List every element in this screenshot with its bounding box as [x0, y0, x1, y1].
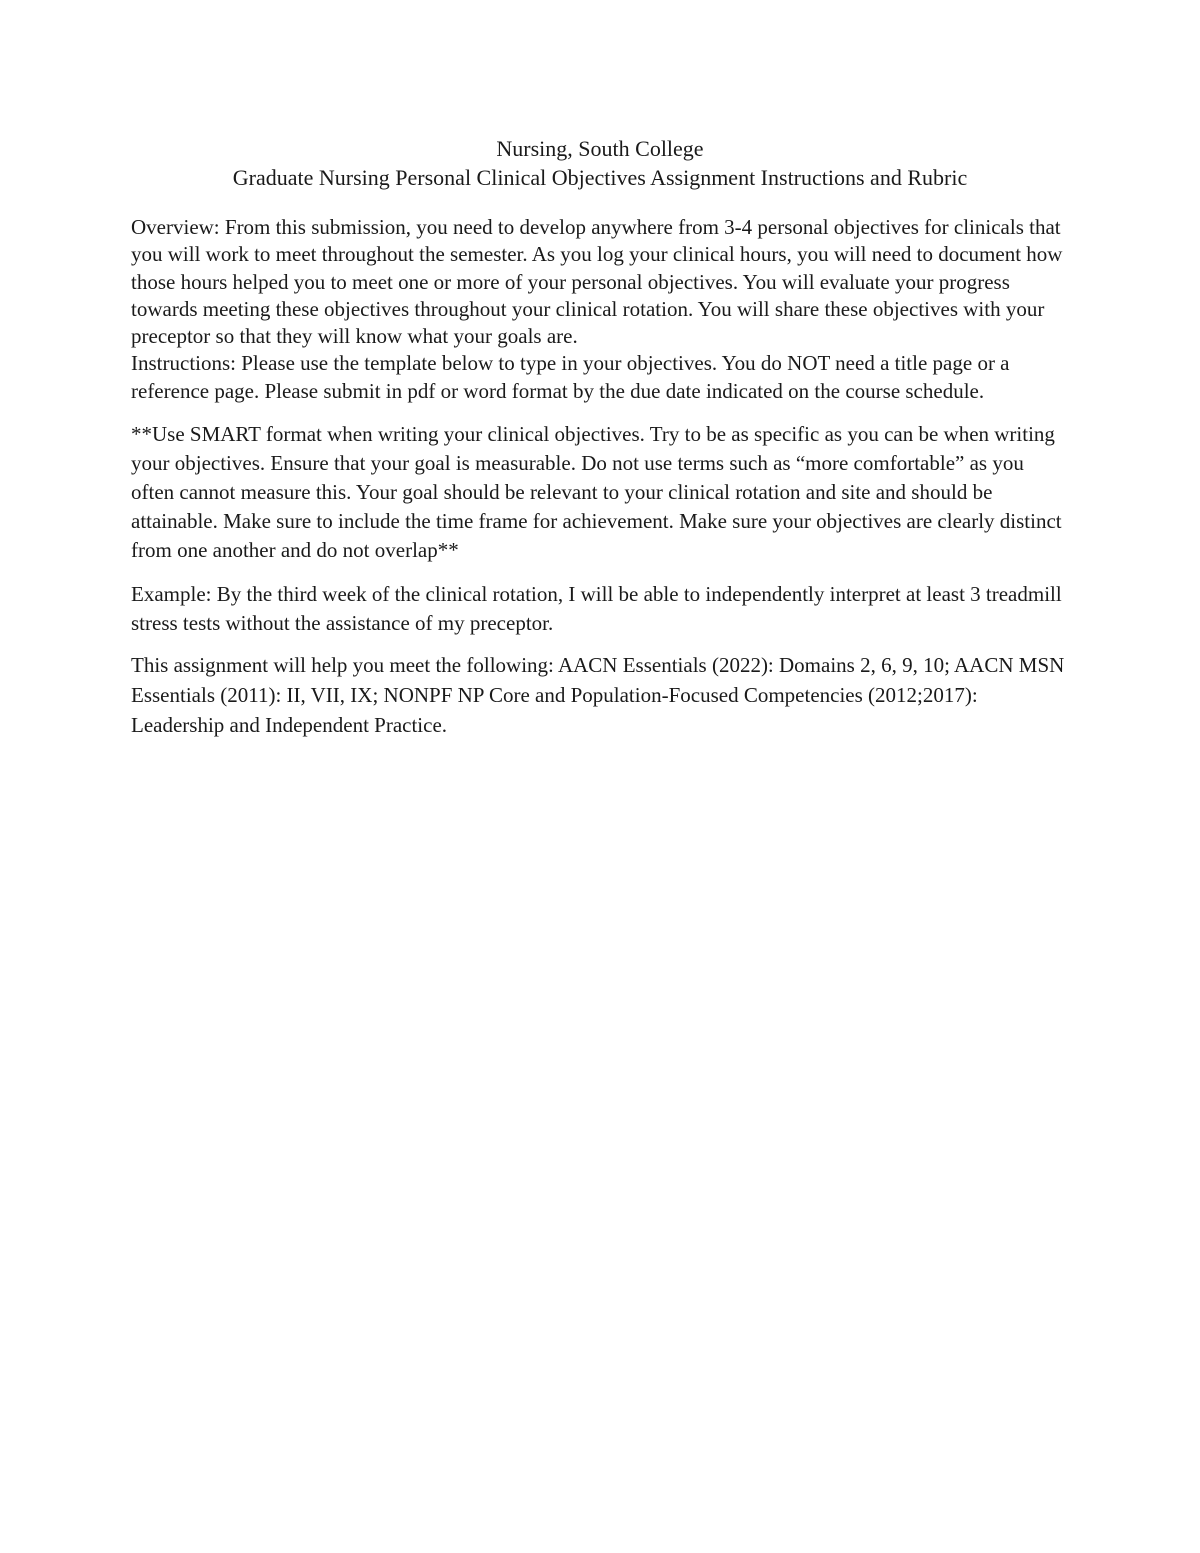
- competencies-paragraph: This assignment will help you meet the following: AACN Essentials (2022): Domains 2, 6, 9, 10; AACN MSN Essentials (2011): II, VII, IX; NONPF NP Core and Population-Focused Competencies (2012;2017): Leadership and Independent Practice.: [131, 653, 1065, 738]
- instructions-paragraph: Instructions: Please use the template below to type in your objectives. You do NOT need a title page or a reference page. Please submit in pdf or word format by the due date indicated on the course schedule.: [131, 351, 1010, 403]
- example-paragraph: Example: By the third week of the clinical rotation, I will be able to independently interpret at least 3 treadmill stress tests without the assistance of my preceptor.: [131, 582, 1062, 636]
- document-header: [131, 134, 1069, 192]
- smart-format-paragraph: **Use SMART format when writing your clinical objectives. Try to be as specific as you can be when writing your objectives. Ensure that your goal is measurable. Do not use terms such as “more comfortable” as you often cannot measure this. Your goal should be relevant to your clinical rotation and site and should be attainable. Make sure to include the time frame for achievement. Make sure your objectives are clearly distinct from one another and do not overlap**: [131, 422, 1062, 563]
- document-body: [131, 214, 1069, 740]
- document-title: Graduate Nursing Personal Clinical Objectives Assignment Instructions and Rubric: [232, 165, 968, 190]
- header-line-institution: Nursing, South College: [496, 136, 704, 161]
- overview-paragraph: Overview: From this submission, you need to develop anywhere from 3-4 personal objectives for clinicals that you will work to meet throughout the semester. As you log your clinical hours, you will need to document how those hours helped you to meet one or more of your personal objectives. You will evaluate your progress towards meeting these objectives throughout your clinical rotation. You will share these objectives with your preceptor so that they will know what your goals are.: [131, 215, 1063, 349]
